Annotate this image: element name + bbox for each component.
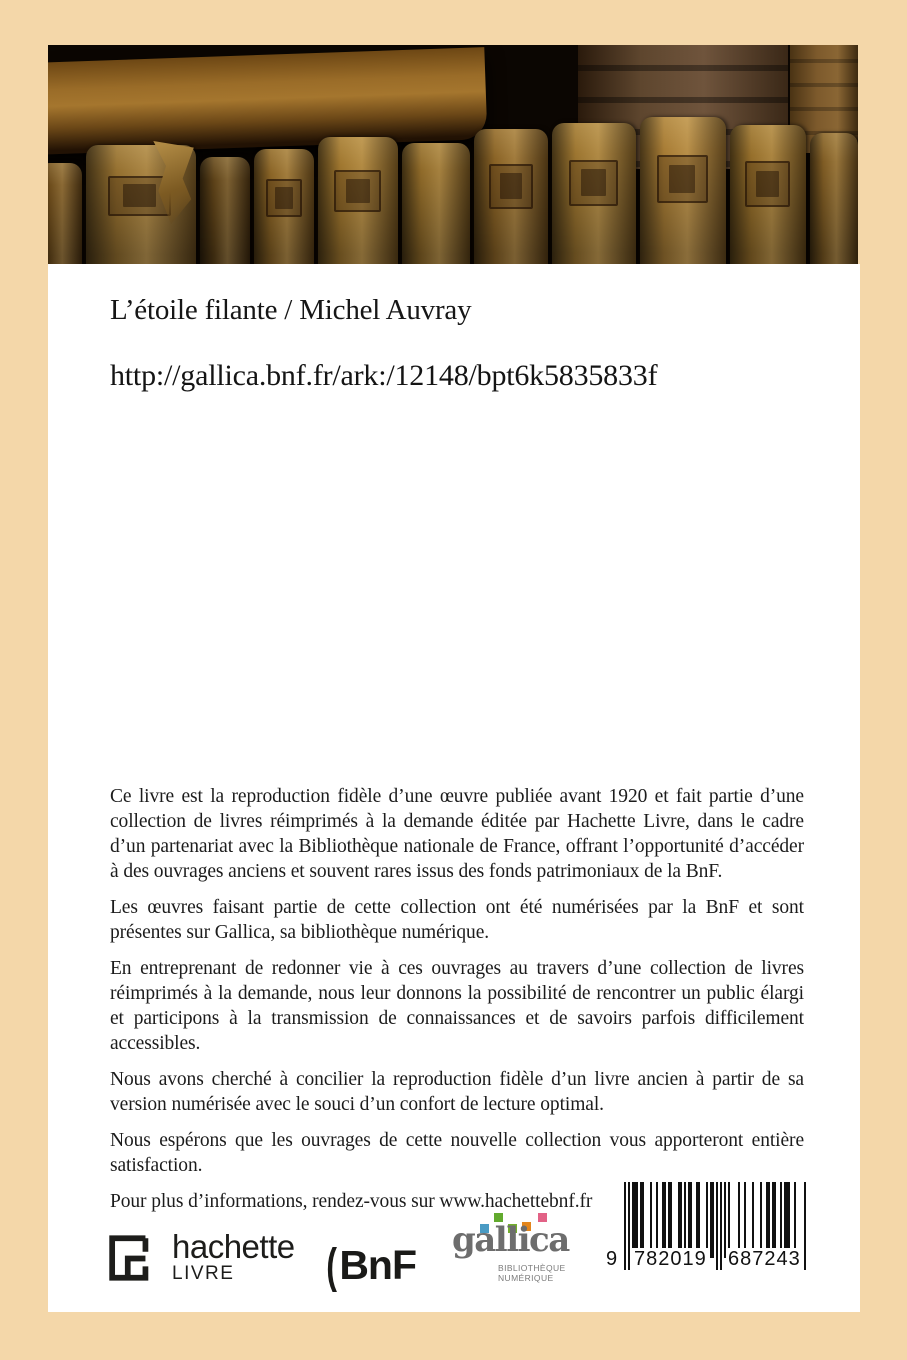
isbn-barcode — [608, 1182, 818, 1276]
gallica-wordmark: gallica — [452, 1220, 569, 1260]
notice-paragraph: Nous avons cherché à concilier la reproduction fidèle d’un livre ancien à partir de sa version numérisée avec le souci d’un confort de lecture optimal. — [110, 1069, 804, 1115]
content-panel — [48, 264, 860, 1312]
barcode-digits-group2: 687243 — [728, 1248, 801, 1270]
barcode-digits-group1: 782019 — [634, 1248, 707, 1270]
barcode-digit-first: 9 — [606, 1248, 619, 1270]
publisher-notice — [110, 784, 804, 1225]
hachette-wordmark: hachette — [172, 1228, 295, 1265]
photo-book-spine — [254, 149, 314, 264]
photo-book-spine — [810, 133, 858, 264]
bnf-logo — [324, 1238, 416, 1292]
photo-book-spine — [318, 137, 398, 264]
photo-book-spine — [640, 117, 726, 264]
photo-book-spine — [48, 163, 82, 264]
photo-book-spine — [86, 145, 196, 264]
photo-book-spine — [552, 123, 636, 264]
photo-book-spine — [730, 125, 806, 264]
photo-shelf-slab — [48, 47, 487, 155]
notice-paragraph: En entreprenant de redonner vie à ces ouvrages au travers d’une collection de livres réimprimés à la demande, nous leur donnons la possibilité de rencontrer un public élargi et participons à la transmission de connaissances et de savoirs parfois difficilement accessibles. — [110, 958, 804, 1054]
gallica-logo — [452, 1212, 582, 1282]
photo-book-spine — [474, 129, 548, 264]
photo-book-spine — [200, 157, 250, 264]
notice-paragraph: Les œuvres faisant partie de cette collection ont été numérisées par la BnF et sont présentes sur Gallica, sa bibliothèque numérique. — [110, 897, 804, 943]
hachette-livre-label: LIVRE — [172, 1263, 235, 1284]
hachette-livre-logo — [108, 1230, 295, 1287]
hachette-h-icon — [108, 1234, 160, 1287]
gallica-permalink-url: http://gallica.bnf.fr/ark:/12148/bpt6k5835833f — [110, 359, 658, 392]
notice-paragraph: Ce livre est la reproduction fidèle d’une œuvre publiée avant 1920 et fait partie d’une collection de livres réimprimés à la demande éditée par Hachette Livre, dans le cadre d’un partenariat avec la Bibliothèque nationale de France, offrant l’opportunité d’accéder à des ouvrages anciens et souvent rares issus des fonds patrimoniaux de la BnF. — [110, 786, 804, 882]
bnf-brace-icon: ( — [326, 1237, 338, 1293]
book-title: L’étoile filante / Michel Auvray — [110, 294, 472, 326]
notice-paragraph: Nous espérons que les ouvrages de cette nouvelle collection vous apporteront entière satisfaction. — [110, 1130, 804, 1176]
notice-paragraph: Pour plus d’informations, rendez-vous sur www.hachettebnf.fr — [110, 1191, 593, 1212]
photo-book-spine — [402, 143, 470, 264]
gallica-subtitle: BIBLIOTHÈQUE NUMÉRIQUE — [498, 1263, 566, 1283]
old-books-photo — [48, 45, 858, 264]
bnf-wordmark: BnF — [339, 1241, 417, 1288]
